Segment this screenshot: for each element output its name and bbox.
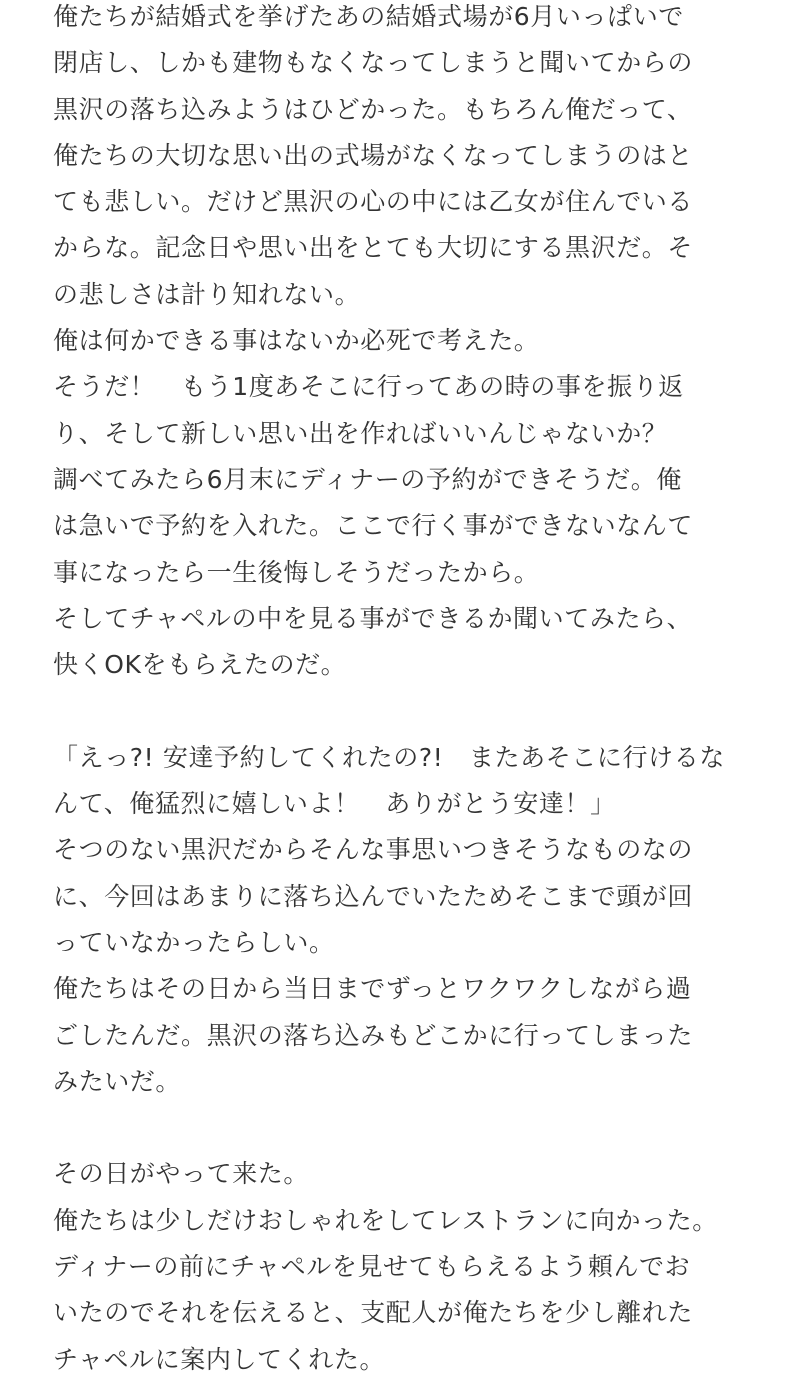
text-line: その日がやって来た。 xyxy=(53,1159,310,1189)
text-line: の悲しさは計り知れない。 xyxy=(53,279,361,309)
text-line: みたいだ。 xyxy=(53,1066,182,1096)
text-line: 調べてみたら6月末にディナーの予約ができそうだ。俺 xyxy=(53,464,682,494)
text-line: 快くOKをもらえたのだ。 xyxy=(53,650,347,680)
text-line: 「えっ?! 安達予約してくれたの?! またあそこに行けるな xyxy=(53,742,725,772)
text-line: からな。記念日や思い出をとても大切にする黒沢だ。そ xyxy=(53,233,694,263)
text-line: ディナーの前にチャペルを見せてもらえるよう頼んでお xyxy=(53,1252,691,1282)
text-line: そしてチャペルの中を見る事ができるか聞いてみたら、 xyxy=(53,603,693,633)
text-line: ても悲しい。だけど黒沢の心の中には乙女が住んでいる xyxy=(53,187,694,217)
text-line: 俺は何かできる事はないか必死で考えた。 xyxy=(53,326,540,356)
text-line: 事になったら一生後悔しそうだったから。 xyxy=(53,557,540,587)
text-line: は急いで予約を入れた。ここで行く事ができないなんて xyxy=(53,511,694,541)
text-line: っていなかったらしい。 xyxy=(53,927,335,957)
blank-line xyxy=(53,1105,773,1151)
text-line: 黒沢の落ち込みようはひどかった。もちろん俺だって、 xyxy=(53,94,693,124)
text-line: に、今回はあまりに落ち込んでいたためそこまで頭が回 xyxy=(53,881,694,911)
text-line: そつのない黒沢だからそんな事思いつきそうなものなの xyxy=(53,835,694,865)
text-line: 俺たちはその日から当日までずっとワクワクしながら過 xyxy=(53,974,692,1004)
text-line: り、そして新しい思い出を作ればいいんじゃないか？ xyxy=(53,418,668,448)
text-line: 俺たちの大切な思い出の式場がなくなってしまうのはと xyxy=(53,140,694,170)
article-body xyxy=(53,0,773,1383)
text-line: 俺たちは少しだけおしゃれをしてレストランに向かった。 xyxy=(53,1205,718,1235)
text-line: いたのでそれを伝えると、支配人が俺たちを少し離れた xyxy=(53,1298,694,1328)
text-line: 閉店し、しかも建物もなくなってしまうと聞いてからの xyxy=(53,48,694,78)
blank-line xyxy=(53,688,773,734)
text-line: チャペルに案内してくれた。 xyxy=(53,1344,386,1374)
text-line: んて、俺猛烈に嬉しいよ！ ありがとう安達！」 xyxy=(53,789,616,819)
text-line: そうだ！ もう1度あそこに行ってあの時の事を振り返 xyxy=(53,372,684,402)
text-line: ごしたんだ。黒沢の落ち込みもどこかに行ってしまった xyxy=(53,1020,694,1050)
text-line: 俺たちが結婚式を挙げたあの結婚式場が6月いっぱいで xyxy=(53,2,684,31)
